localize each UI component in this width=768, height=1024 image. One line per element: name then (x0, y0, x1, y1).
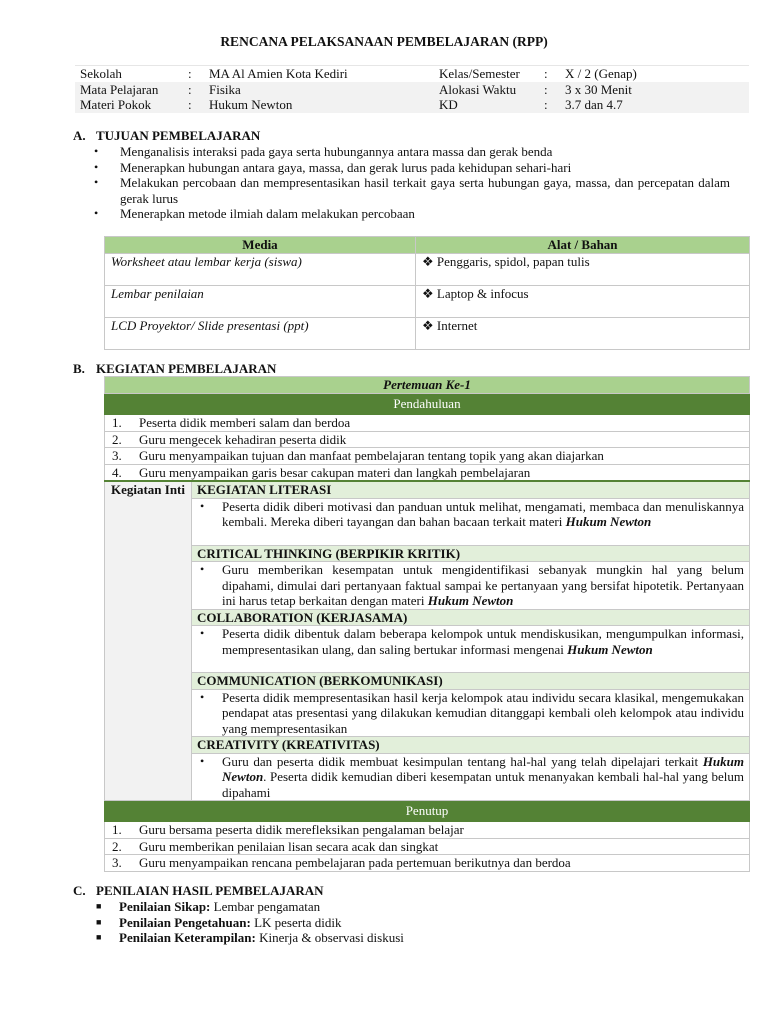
alat-cell (416, 254, 750, 286)
activity-body (192, 753, 750, 801)
activity-emphasis: Hukum Newton (565, 514, 652, 529)
activity-text: Peserta didik dibentuk dalam beberapa kelompok untuk mendiskusikan, mengumpulkan informasi, mempresentasikan ulang, dan saling bertukar informasi mengenai (222, 626, 744, 657)
list-item (96, 899, 696, 915)
list-item (105, 448, 750, 465)
table-row (105, 838, 750, 855)
list-item (105, 415, 750, 432)
pendahuluan-header: Pendahuluan (105, 394, 750, 415)
section-a-heading (73, 128, 733, 144)
assessment-value: LK peserta didik (250, 914, 342, 930)
activities-table (104, 376, 750, 872)
assessment-key: Penilaian Sikap: (119, 899, 211, 914)
item-text: Guru menyampaikan rencana pembelajaran pada pertemuan berikutnya dan berdoa (139, 855, 571, 870)
bullet-icon: • (200, 498, 205, 513)
item-text: Peserta didik memberi salam dan berdoa (139, 415, 351, 430)
bullet-icon: • (94, 144, 99, 158)
info-colon: : (183, 82, 204, 98)
objectives-list (94, 144, 730, 222)
assessment-list (96, 899, 696, 946)
item-number: 1. (112, 415, 122, 430)
activity-emphasis: Hukum Newton (427, 593, 514, 608)
page-title: RENCANA PELAKSANAAN PEMBELAJARAN (RPP) (220, 34, 548, 49)
assessment-key: Penilaian Pengetahuan: (119, 914, 251, 930)
objective-text: Menganalisis interaksi pada gaya serta hubungannya antara massa dan gerak benda (120, 144, 553, 159)
assessment-value: Lembar pengamatan (210, 899, 321, 914)
media-header-row (105, 237, 750, 254)
activity-heading: COLLABORATION (KERJASAMA) (192, 609, 750, 626)
alat-cell (416, 286, 750, 318)
table-row (105, 855, 750, 872)
info-colon: : (183, 97, 204, 113)
activity-body (192, 562, 750, 610)
meeting-label: Pertemuan Ke-1 (105, 377, 750, 394)
media-header: Media (105, 237, 416, 254)
square-bullet-icon: ■ (96, 916, 102, 927)
info-label: Materi Pokok (75, 97, 183, 113)
info-value: 3 x 30 Menit (560, 82, 749, 98)
list-item (105, 822, 750, 839)
info-value: X / 2 (Genap) (560, 66, 749, 82)
item-number: 3. (112, 855, 122, 870)
section-number: C. (73, 883, 86, 898)
info-label: Alokasi Waktu (434, 82, 539, 98)
activity-text: Peserta didik diberi motivasi dan panduan untuk melihat, mengamati, membaca dan menuliskannya kembali. Mereka diberi tayangan dan bahan bacaan terkait materi (222, 498, 744, 529)
activity-body (192, 498, 750, 545)
objective-text: Melakukan percobaan dan mempresentasikan hasil terkait gaya serta hubungan gaya, massa, dan percepatan dalam gerak lurus (120, 175, 730, 206)
media-cell: Worksheet atau lembar kerja (siswa) (105, 254, 416, 286)
info-label: Sekolah (75, 66, 183, 82)
alat-cell (416, 318, 750, 350)
table-row (105, 431, 750, 448)
table-row (105, 286, 750, 318)
alat-text: Internet (436, 318, 478, 333)
section-number: B. (73, 361, 85, 376)
section-title: KEGIATAN PEMBELAJARAN (96, 361, 277, 376)
list-item (105, 464, 750, 481)
info-colon: : (539, 82, 560, 98)
list-item (96, 930, 696, 946)
activity-text: . Peserta didik kemudian diberi kesempatan untuk menanyakan kembali hal-hal yang belum dipahami (222, 769, 744, 800)
table-row (105, 464, 750, 481)
table-row (105, 448, 750, 465)
list-item (105, 855, 750, 872)
bullet-icon: • (200, 562, 205, 576)
list-item (94, 206, 730, 222)
media-cell: LCD Proyektor/ Slide presentasi (ppt) (105, 318, 416, 350)
kegiatan-inti-label: Kegiatan Inti (105, 481, 192, 801)
item-number: 1. (112, 822, 122, 837)
square-bullet-icon: ■ (96, 932, 102, 942)
activity-emphasis: Hukum Newton (222, 753, 744, 784)
bullet-icon: • (94, 159, 99, 174)
list-item (94, 160, 730, 176)
diamond-bullet-icon: ❖ (422, 318, 434, 333)
bullet-icon: • (200, 753, 205, 768)
activity-body (192, 689, 750, 737)
info-label: Mata Pelajaran (75, 82, 183, 98)
list-item (94, 175, 730, 206)
item-text: Guru bersama peserta didik merefleksikan pengalaman belajar (139, 822, 464, 837)
list-item (105, 431, 750, 448)
item-number: 3. (112, 448, 122, 463)
activity-heading: CREATIVITY (KREATIVITAS) (192, 737, 750, 754)
square-bullet-icon: ■ (96, 901, 102, 911)
bullet-icon: • (200, 689, 205, 704)
info-colon: : (539, 97, 560, 113)
item-text: Guru menyampaikan garis besar cakupan materi dan langkah pembelajaran (139, 464, 531, 480)
alat-text: Laptop & infocus (436, 286, 529, 301)
info-value: Fisika (204, 82, 434, 98)
objective-text: Menerapkan hubungan antara gaya, massa, dan gerak lurus pada kehidupan sehari-hari (120, 159, 572, 175)
info-colon: : (183, 66, 204, 82)
info-table (75, 65, 749, 113)
info-row (75, 82, 749, 98)
info-label: KD (434, 97, 539, 113)
item-number: 2. (112, 838, 122, 854)
activity-heading: COMMUNICATION (BERKOMUNIKASI) (192, 673, 750, 690)
section-c-heading (73, 883, 733, 899)
info-value: MA Al Amien Kota Kediri (204, 66, 434, 82)
activity-text: Guru dan peserta didik membuat kesimpulan tentang hal-hal yang telah dipelajari terkait (222, 753, 703, 769)
info-row (75, 97, 749, 113)
item-text: Guru menyampaikan tujuan dan manfaat pembelajaran tentang topik yang akan diajarkan (139, 448, 604, 463)
table-row (105, 415, 750, 432)
section-number: A. (73, 128, 86, 143)
list-item (105, 838, 750, 855)
info-row (75, 66, 749, 82)
activity-text: Guru memberikan kesempatan untuk mengidentifikasi sebanyak mungkin hal yang belum dipahami, dimulai dari pertanyaan faktual sampai ke pertanyaan yang bersifat hipotetik. Pertanyaan ini harus tetap berkaitan dengan materi (222, 562, 744, 608)
section-b-heading (73, 361, 733, 377)
item-text: Guru memberikan penilaian lisan secara acak dan singkat (139, 838, 439, 854)
list-item (96, 915, 696, 931)
bullet-icon: • (94, 175, 99, 189)
info-value: Hukum Newton (204, 97, 434, 113)
activity-emphasis: Hukum Newton (567, 641, 653, 657)
alat-text: Penggaris, spidol, papan tulis (436, 254, 590, 269)
table-row (105, 822, 750, 839)
table-row (105, 318, 750, 350)
activity-heading: CRITICAL THINKING (BERPIKIR KRITIK) (192, 545, 750, 562)
diamond-bullet-icon: ❖ (422, 286, 434, 301)
section-title: TUJUAN PEMBELAJARAN (96, 128, 261, 143)
item-text: Guru mengecek kehadiran peserta didik (139, 431, 347, 447)
info-label: Kelas/Semester (434, 66, 539, 82)
assessment-key: Penilaian Keterampilan: (119, 930, 256, 945)
item-number: 4. (112, 464, 122, 480)
alat-header: Alat / Bahan (416, 237, 750, 254)
section-title: PENILAIAN HASIL PEMBELAJARAN (96, 883, 324, 898)
assessment-value: Kinerja & observasi diskusi (255, 930, 404, 945)
list-item (94, 144, 730, 160)
activity-heading: KEGIATAN LITERASI (192, 481, 750, 498)
bullet-icon: • (200, 626, 205, 640)
info-colon: : (539, 66, 560, 82)
item-number: 2. (112, 431, 122, 447)
activity-text: Peserta didik mempresentasikan hasil kerja kelompok atau individu secara klasikal, mengemukakan pendapat atas presentasi yang dilakukan kemudian ditanggapi kembali oleh kelompok atau individu yang mempresentasikan (222, 689, 744, 736)
bullet-icon: • (94, 206, 99, 220)
penutup-header: Penutup (105, 801, 750, 822)
info-value: 3.7 dan 4.7 (560, 97, 749, 113)
media-table (104, 236, 750, 350)
diamond-bullet-icon: ❖ (422, 254, 434, 269)
table-row (105, 254, 750, 286)
media-cell: Lembar penilaian (105, 286, 416, 318)
objective-text: Menerapkan metode ilmiah dalam melakukan percobaan (120, 206, 415, 221)
activity-body (192, 626, 750, 673)
